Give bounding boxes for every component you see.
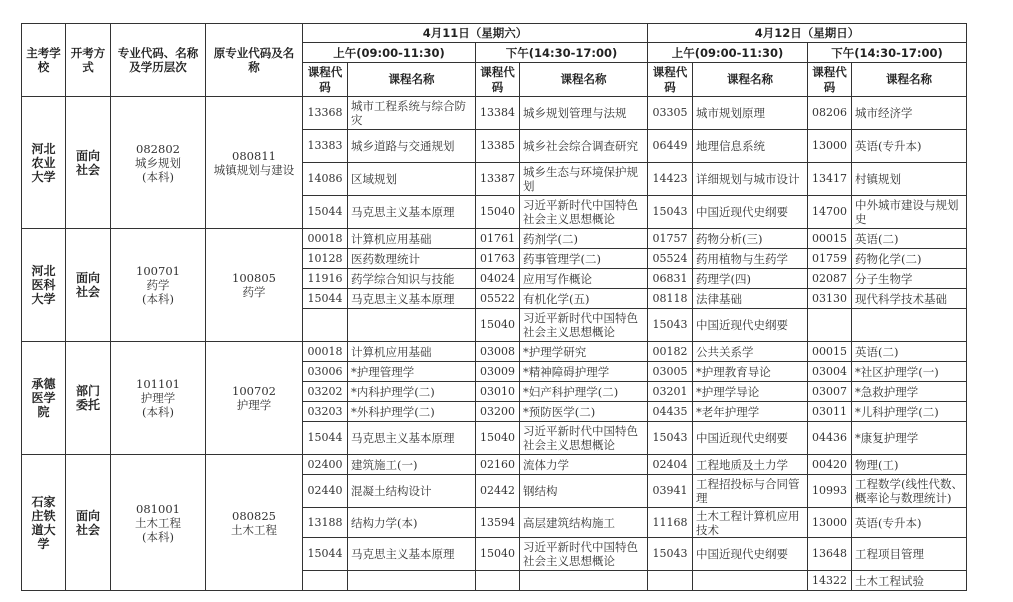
header-day1: 4月11日（星期六）: [303, 24, 648, 43]
course-name: 药物化学(二): [852, 249, 967, 269]
exam-mode: 面向社会: [66, 97, 111, 229]
course-code: 13417: [808, 163, 852, 196]
major-major-code: 101101: [136, 377, 180, 391]
course-code: 03009: [476, 362, 520, 382]
course-code: 15043: [648, 196, 693, 229]
course-name: 城市工程系统与综合防灾: [348, 97, 476, 130]
course-name: *急救护理学: [852, 382, 967, 402]
course-name: 城乡社会综合调查研究: [520, 130, 648, 163]
course-name: *护理学研究: [520, 342, 648, 362]
course-code: 06449: [648, 130, 693, 163]
course-name: 现代科学技术基础: [852, 289, 967, 309]
course-name: *预防医学(二): [520, 402, 648, 422]
course-name: 钢结构: [520, 475, 648, 508]
course-code: 15043: [648, 538, 693, 571]
course-name: *社区护理学(一): [852, 362, 967, 382]
course-code: 03010: [476, 382, 520, 402]
course-code: 00015: [808, 229, 852, 249]
course-code: 15043: [648, 309, 693, 342]
course-code: 15040: [476, 538, 520, 571]
course-name: 城市经济学: [852, 97, 967, 130]
course-code: 00018: [303, 229, 348, 249]
course-name: 工程招投标与合同管理: [693, 475, 808, 508]
orig-major-cell: [206, 455, 303, 591]
course-name: 习近平新时代中国特色社会主义思想概论: [520, 538, 648, 571]
course-name: 混凝土结构设计: [348, 475, 476, 508]
orig-major-cell: [206, 342, 303, 455]
course-name: 公共关系学: [693, 342, 808, 362]
orig-orig-name: 药学: [242, 285, 266, 299]
course-code: 14086: [303, 163, 348, 196]
course-code: 13368: [303, 97, 348, 130]
course-code: 14700: [808, 196, 852, 229]
exam-mode: 面向社会: [66, 229, 111, 342]
course-name: *外科护理学(二): [348, 402, 476, 422]
course-name: *精神障碍护理学: [520, 362, 648, 382]
course-name: 结构力学(本): [348, 508, 476, 538]
table-row: [22, 455, 967, 475]
header-day2-pm: 下午(14:30-17:00): [808, 43, 967, 63]
course-name: 药学综合知识与技能: [348, 269, 476, 289]
course-name: *康复护理学: [852, 422, 967, 455]
major-cell: [111, 342, 206, 455]
exam-schedule-table: [21, 23, 967, 591]
major-cell: [111, 229, 206, 342]
major-major-code: 081001: [136, 501, 180, 516]
course-name: 药事管理学(二): [520, 249, 648, 269]
major-major-code: 100701: [136, 264, 180, 278]
orig-major-cell: [206, 229, 303, 342]
major-major-name: 土木工程: [135, 515, 181, 530]
header-day1-am: 上午(09:00-11:30): [303, 43, 476, 63]
course-code: 02442: [476, 475, 520, 508]
course-code: 04435: [648, 402, 693, 422]
course-code: 13594: [476, 508, 520, 538]
course-code: 03203: [303, 402, 348, 422]
course-name: 马克思主义基本原理: [348, 289, 476, 309]
table-row: [22, 97, 967, 130]
course-name: 英语(专升本): [852, 508, 967, 538]
course-code: [303, 309, 348, 342]
major-cell: [111, 97, 206, 229]
header-course-name: 课程名称: [348, 63, 476, 97]
course-name: 计算机应用基础: [348, 229, 476, 249]
course-code: 00182: [648, 342, 693, 362]
exam-mode: 部门委托: [66, 342, 111, 455]
major-major-name: 药学: [146, 278, 170, 292]
table-row: [22, 229, 967, 249]
course-code: 13383: [303, 130, 348, 163]
course-code: [303, 571, 348, 591]
course-name: *内科护理学(二): [348, 382, 476, 402]
course-code: 15040: [476, 309, 520, 342]
course-code: 03305: [648, 97, 693, 130]
course-code: 13384: [476, 97, 520, 130]
course-code: 02400: [303, 455, 348, 475]
orig-orig-name: 护理学: [236, 398, 272, 412]
course-code: [476, 571, 520, 591]
major-major-code: 082802: [136, 141, 180, 156]
header-course-code: 课程代码: [303, 63, 348, 97]
course-name: *妇产科护理学(二): [520, 382, 648, 402]
course-code: 13648: [808, 538, 852, 571]
course-name: [348, 571, 476, 591]
course-code: 13188: [303, 508, 348, 538]
header-day1-pm: 下午(14:30-17:00): [476, 43, 648, 63]
course-code: 15040: [476, 422, 520, 455]
course-name: 中国近现代史纲要: [693, 196, 808, 229]
course-name: 工程项目管理: [852, 538, 967, 571]
course-name: 法律基础: [693, 289, 808, 309]
course-name: 城乡生态与环境保护规划: [520, 163, 648, 196]
course-name: 城乡道路与交通规划: [348, 130, 476, 163]
course-name: 土木工程试验: [852, 571, 967, 591]
course-code: 03941: [648, 475, 693, 508]
course-name: 药理学(四): [693, 269, 808, 289]
course-code: 15044: [303, 422, 348, 455]
course-code: 14423: [648, 163, 693, 196]
course-code: 15044: [303, 289, 348, 309]
course-code: 02087: [808, 269, 852, 289]
course-code: 01763: [476, 249, 520, 269]
course-code: 03202: [303, 382, 348, 402]
course-name: 英语(专升本): [852, 130, 967, 163]
course-code: 13385: [476, 130, 520, 163]
course-code: 01757: [648, 229, 693, 249]
course-code: 15040: [476, 196, 520, 229]
course-name: 地理信息系统: [693, 130, 808, 163]
course-code: 03201: [648, 382, 693, 402]
course-code: 08206: [808, 97, 852, 130]
course-code: 03011: [808, 402, 852, 422]
header-course-name: 课程名称: [852, 63, 967, 97]
course-code: 00015: [808, 342, 852, 362]
orig-orig-code: 100805: [232, 271, 276, 285]
course-code: 03004: [808, 362, 852, 382]
course-name: [693, 571, 808, 591]
course-code: 00018: [303, 342, 348, 362]
course-code: 08118: [648, 289, 693, 309]
header-major: 专业代码、名称及学历层次: [111, 24, 206, 97]
school-name: 河北医科大学: [22, 229, 66, 342]
exam-mode: 面向社会: [66, 455, 111, 591]
header-school: 主考学校: [22, 24, 66, 97]
course-name: 城乡规划管理与法规: [520, 97, 648, 130]
course-name: 详细规划与城市设计: [693, 163, 808, 196]
orig-orig-code: 100702: [232, 384, 276, 398]
course-name: *护理管理学: [348, 362, 476, 382]
course-name: 药用植物与生药学: [693, 249, 808, 269]
course-name: 计算机应用基础: [348, 342, 476, 362]
course-name: *护理教育导论: [693, 362, 808, 382]
course-code: 13000: [808, 130, 852, 163]
course-name: 马克思主义基本原理: [348, 422, 476, 455]
course-code: 13000: [808, 508, 852, 538]
course-code: 00420: [808, 455, 852, 475]
course-name: 药物分析(三): [693, 229, 808, 249]
course-code: 02404: [648, 455, 693, 475]
course-code: 06831: [648, 269, 693, 289]
course-name: 中外城市建设与规划史: [852, 196, 967, 229]
course-code: 15044: [303, 196, 348, 229]
header-course-name: 课程名称: [520, 63, 648, 97]
course-code: 03006: [303, 362, 348, 382]
course-code: 11168: [648, 508, 693, 538]
course-name: 马克思主义基本原理: [348, 538, 476, 571]
course-name: 应用写作概论: [520, 269, 648, 289]
course-name: 区域规划: [348, 163, 476, 196]
school-name: 承德医学院: [22, 342, 66, 455]
course-code: 02160: [476, 455, 520, 475]
course-name: 习近平新时代中国特色社会主义思想概论: [520, 422, 648, 455]
course-code: 04024: [476, 269, 520, 289]
course-name: [852, 309, 967, 342]
orig-orig-name: 土木工程: [231, 522, 277, 537]
course-code: 03130: [808, 289, 852, 309]
course-code: 03200: [476, 402, 520, 422]
school-name: 石家庄铁道大学: [22, 455, 66, 591]
major-level: (本科): [142, 405, 174, 419]
header-mode: 开考方式: [66, 24, 111, 97]
course-name: [348, 309, 476, 342]
major-level: (本科): [142, 169, 174, 184]
header-day2: 4月12日（星期日）: [648, 24, 967, 43]
course-code: 01761: [476, 229, 520, 249]
course-name: 建筑施工(一): [348, 455, 476, 475]
course-name: 高层建筑结构施工: [520, 508, 648, 538]
course-name: 习近平新时代中国特色社会主义思想概论: [520, 196, 648, 229]
course-name: 有机化学(五): [520, 289, 648, 309]
course-code: 15043: [648, 422, 693, 455]
course-code: 10128: [303, 249, 348, 269]
course-name: 中国近现代史纲要: [693, 422, 808, 455]
course-code: 13387: [476, 163, 520, 196]
course-code: 14322: [808, 571, 852, 591]
course-name: 习近平新时代中国特色社会主义思想概论: [520, 309, 648, 342]
course-name: 马克思主义基本原理: [348, 196, 476, 229]
course-name: 工程数学(线性代数、概率论与数理统计): [852, 475, 967, 508]
course-code: 11916: [303, 269, 348, 289]
course-code: 03005: [648, 362, 693, 382]
major-level: (本科): [142, 292, 174, 306]
course-code: 05524: [648, 249, 693, 269]
course-name: 药剂学(二): [520, 229, 648, 249]
course-name: 流体力学: [520, 455, 648, 475]
course-name: 中国近现代史纲要: [693, 538, 808, 571]
orig-major-cell: [206, 97, 303, 229]
major-major-name: 护理学: [140, 391, 176, 405]
course-code: [808, 309, 852, 342]
course-name: *老年护理学: [693, 402, 808, 422]
course-code: 10993: [808, 475, 852, 508]
major-level: (本科): [142, 529, 174, 544]
header-course-code: 课程代码: [648, 63, 693, 97]
header-day2-am: 上午(09:00-11:30): [648, 43, 808, 63]
course-code: 03007: [808, 382, 852, 402]
major-major-name: 城乡规划: [135, 155, 181, 170]
orig-orig-code: 080825: [232, 508, 276, 523]
header-course-name: 课程名称: [693, 63, 808, 97]
course-name: 村镇规划: [852, 163, 967, 196]
course-name: 英语(二): [852, 229, 967, 249]
course-name: *儿科护理学(二): [852, 402, 967, 422]
course-name: 物理(工): [852, 455, 967, 475]
major-cell: [111, 455, 206, 591]
course-code: 03008: [476, 342, 520, 362]
schedule-body: [22, 97, 967, 591]
course-code: 02440: [303, 475, 348, 508]
course-name: 工程地质及土力学: [693, 455, 808, 475]
course-code: 01759: [808, 249, 852, 269]
course-name: 土木工程计算机应用技术: [693, 508, 808, 538]
school-name: 河北农业大学: [22, 97, 66, 229]
course-name: 分子生物学: [852, 269, 967, 289]
course-code: 05522: [476, 289, 520, 309]
orig-orig-name: 城镇规划与建设: [213, 162, 295, 177]
header-orig-major: 原专业代码及名称: [206, 24, 303, 97]
course-name: [520, 571, 648, 591]
header-course-code: 课程代码: [476, 63, 520, 97]
course-name: 城市规划原理: [693, 97, 808, 130]
course-code: [648, 571, 693, 591]
orig-orig-code: 080811: [232, 148, 276, 163]
course-code: 04436: [808, 422, 852, 455]
course-name: *护理学导论: [693, 382, 808, 402]
table-row: [22, 342, 967, 362]
course-name: 医药数理统计: [348, 249, 476, 269]
course-name: 中国近现代史纲要: [693, 309, 808, 342]
course-code: 15044: [303, 538, 348, 571]
course-name: 英语(二): [852, 342, 967, 362]
header-course-code: 课程代码: [808, 63, 852, 97]
